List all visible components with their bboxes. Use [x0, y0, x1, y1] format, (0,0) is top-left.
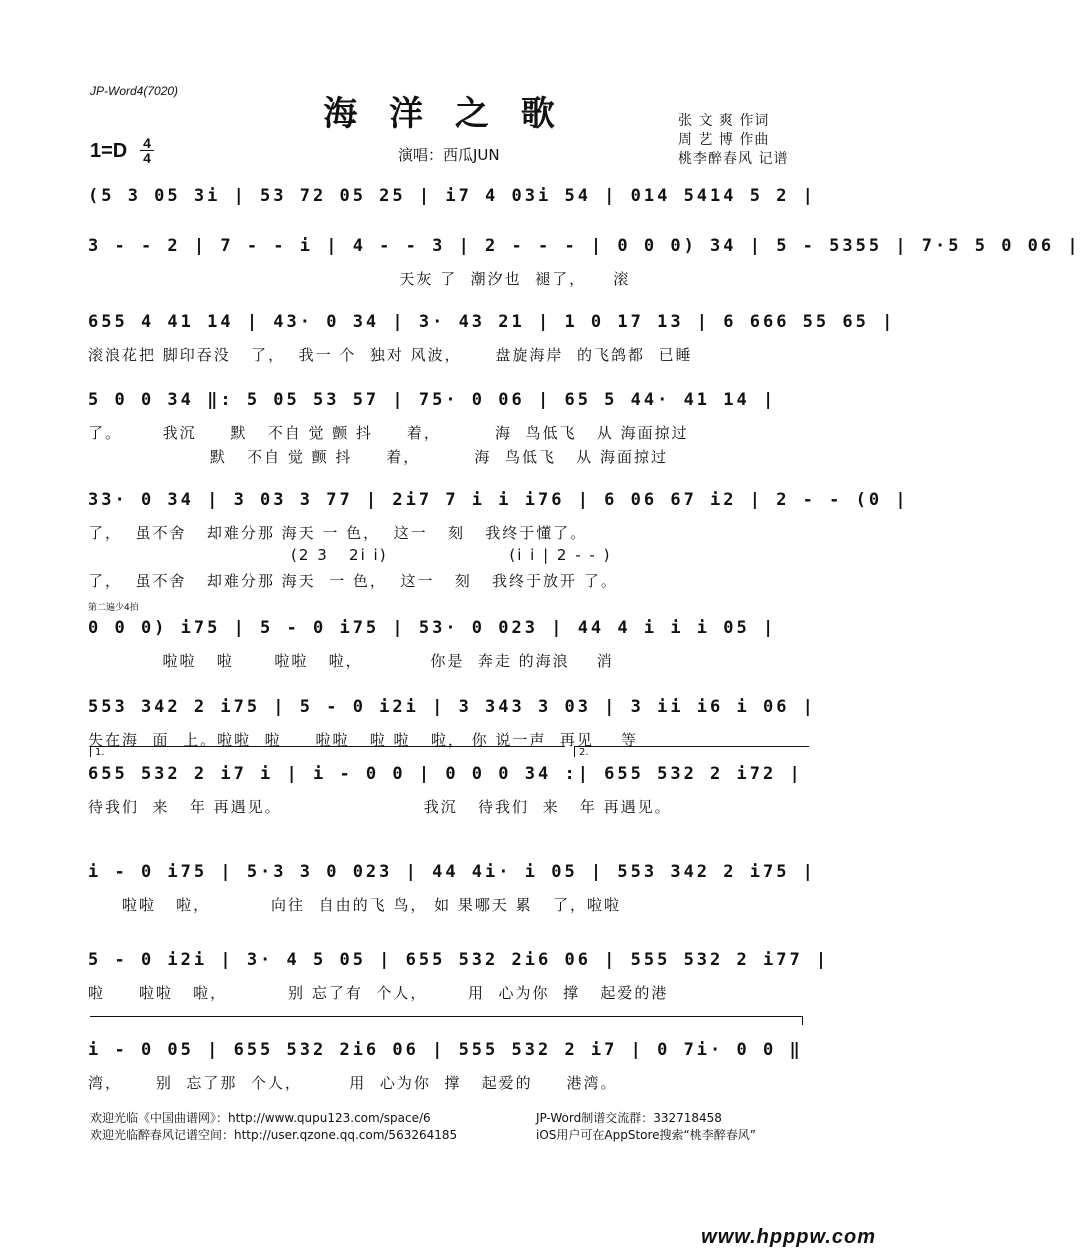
notation-line: 0 0 0) i75 | 5 - 0 i75 | 53· 0 023 | 44 4 i i i 05 | [88, 618, 777, 638]
notation-line: 655 4 41 14 | 43· 0 34 | 3· 43 21 | 1 0 17 13 | 6 666 55 65 | [88, 312, 896, 332]
notation-line: 5 - 0 i2i | 3· 4 5 05 | 655 532 2i6 06 | 555 532 2 i77 | [88, 950, 830, 970]
software-tag: JP-Word4(7020) [90, 84, 179, 98]
lyricist-credit: 张 文 爽 作词 [678, 113, 770, 129]
composer-credit: 周 艺 博 作曲 [678, 132, 770, 148]
notation-line: 5 0 0 34 ‖: 5 05 53 57 | 75· 0 06 | 65 5 44· 41 14 | [88, 390, 777, 410]
lyric-line: (2 3 2i i) (i i | 2 - - ) [88, 546, 612, 564]
lyric-line: 湾， 别 忘了那 个人， 用 心为你 撑 起爱的 港湾。 [88, 1074, 618, 1092]
footer-ios-info: iOS用户可在AppStore搜索“桃李醉春风” [536, 1128, 756, 1142]
lyric-line: 啦啦 啦， 向往 自由的飞 鸟， 如 果哪天 累 了，啦啦 [88, 896, 621, 914]
footer-left [90, 1110, 457, 1144]
volta-first-ending: 1. [90, 746, 565, 757]
key-signature: 1=D [90, 140, 128, 162]
notation-line: (5 3 05 3i | 53 72 05 25 | i7 4 03i 54 | 014 5414 5 2 | [88, 186, 816, 206]
song-title: 海 洋 之 歌 [323, 94, 565, 134]
notation-line: 553 342 2 i75 | 5 - 0 i2i | 3 343 3 03 | 3 ii i6 i 06 | [88, 697, 816, 717]
lyric-line: 啦啦 啦 啦啦 啦， 你是 奔走 的海浪 消 [88, 652, 614, 670]
time-signature-top: 4 [143, 135, 151, 151]
notation-line: 3 - - 2 | 7 - - i | 4 - - 3 | 2 - - - | 0 0 0) 34 | 5 - 5355 | 7·5 5 0 06 | [88, 236, 1081, 256]
lyric-line: 天灰 了 潮汐也 褪了， 滚 [88, 270, 631, 288]
lyric-line: 滚浪花把 脚印吞没 了， 我一 个 独对 风波， 盘旋海岸 的飞鸽都 已睡 [88, 346, 693, 364]
credits-block [678, 112, 788, 169]
time-signature [140, 136, 154, 165]
lyric-line: 了， 虽不舍 却难分那 海天 一 色， 这一 刻 我终于放开 了。 [88, 572, 618, 590]
system-marker: 第二遍少4拍 [88, 603, 139, 613]
footer-right [536, 1110, 756, 1144]
lyric-line: 失在海 面 上。啦啦 啦 啦啦 啦 啦 啦， 你 说一声 再见 等 [88, 731, 638, 749]
lyric-line: 默 不自 觉 颤 抖 着， 海 鸟低飞 从 海面掠过 [88, 448, 669, 466]
time-signature-bottom: 4 [143, 150, 151, 166]
watermark: www.hpppw.com [701, 1226, 876, 1248]
notation-line: i - 0 i75 | 5·3 3 0 023 | 44 4i· i 05 | 553 342 2 i75 | [88, 862, 816, 882]
footer-group-info: JP-Word制谱交流群：332718458 [536, 1111, 722, 1125]
notation-line: 33· 0 34 | 3 03 3 77 | 2i7 7 i i i76 | 6 06 67 i2 | 2 - - (0 | [88, 490, 909, 510]
lyric-line: 了， 虽不舍 却难分那 海天 一 色， 这一 刻 我终于懂了。 [88, 524, 588, 542]
transcriber-credit: 桃李醉春风 记谱 [678, 151, 789, 167]
footer-link-qupu[interactable]: 欢迎光临《中国曲谱网》：http://www.qupu123.com/space/6 [90, 1111, 431, 1125]
final-ending-bracket [90, 1016, 803, 1025]
volta-second-ending: 2. [574, 746, 809, 757]
singer-credit: 演唱：西瓜JUN [398, 146, 500, 164]
notation-line: i - 0 05 | 655 532 2i6 06 | 555 532 2 i7 | 0 7i· 0 0 ‖ [88, 1040, 803, 1060]
lyric-line: 啦 啦啦 啦， 别 忘了有 个人， 用 心为你 撑 起爱的港 [88, 984, 669, 1002]
notation-line: 655 532 2 i7 i | i - 0 0 | 0 0 0 34 :| 655 532 2 i72 | [88, 764, 803, 784]
lyric-line: 了。 我沉 默 不自 觉 颤 抖 着， 海 鸟低飞 从 海面掠过 [88, 424, 689, 442]
footer-link-qzone[interactable]: 欢迎光临醉春风记谱空间：http://user.qzone.qq.com/563264185 [90, 1128, 458, 1142]
lyric-line: 待我们 来 年 再遇见。 我沉 待我们 来 年 再遇见。 [88, 798, 672, 816]
